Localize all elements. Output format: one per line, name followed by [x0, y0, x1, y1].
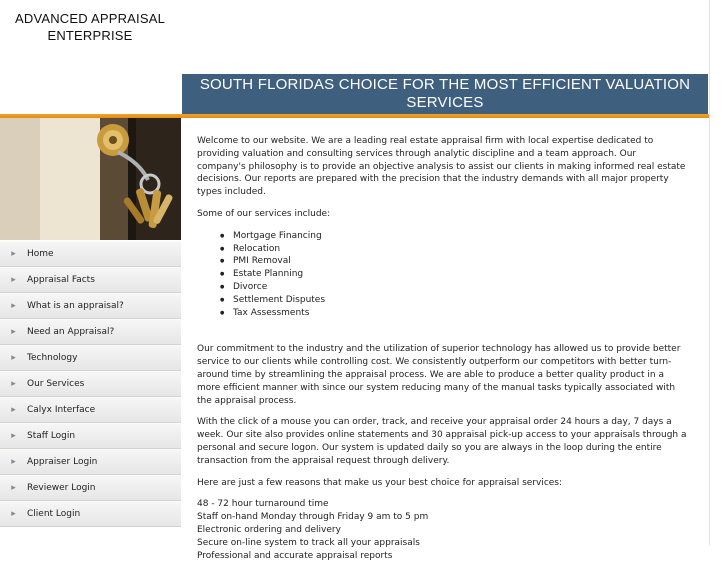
reason-item: 48 - 72 hour turnaround time: [197, 499, 329, 510]
nav-item-staff-login[interactable]: [0, 423, 181, 449]
nav-label-technology: Technology: [27, 353, 78, 363]
logo-line-2: ENTERPRISE: [47, 28, 133, 43]
service-item: ● PMI Removal: [233, 255, 687, 268]
nav-item-technology[interactable]: [0, 345, 181, 371]
keys-in-door-photo: [0, 118, 181, 240]
nav-label-home: Home: [27, 249, 54, 259]
nav-label-reviewer-login: Reviewer Login: [27, 483, 96, 493]
main-content: [197, 135, 687, 562]
online-access-paragraph: With the click of a mouse you can order, track, and receive your appraisal order 24 hours a day, 7 days a week. Our site also provides online statements and 30 appraisal pick-up access to your appraisals through a personal and secure logon. Our system is updated daily so you are always in the loop during the entire transaction from the appraisal request through delivery.: [197, 417, 687, 466]
nav-item-calyx-interface[interactable]: [0, 397, 181, 423]
arrow-icon: ▸: [11, 509, 16, 519]
arrow-icon: ▸: [11, 457, 16, 467]
reasons-heading: Here are just a few reasons that make us your best choice for appraisal services:: [197, 477, 563, 488]
service-item: ● Relocation: [233, 243, 687, 256]
header-title-line-2: SERVICES: [406, 94, 484, 111]
nav-item-client-login[interactable]: [0, 501, 181, 527]
arrow-icon: ▸: [11, 483, 16, 493]
services-list: [197, 230, 687, 320]
arrow-icon: ▸: [11, 379, 16, 389]
arrow-icon: ▸: [11, 405, 16, 415]
service-item: ● Divorce: [233, 281, 687, 294]
nav-label-staff-login: Staff Login: [27, 431, 76, 441]
intro-paragraph: Welcome to our website. We are a leading real estate appraisal firm with local expertise dedicated to providing valuation and consulting services through analytic discipline and a team approach. Our company's philosophy is to provide an objective analysis to assist our clients in making informed real estate decisions. Our reports are prepared with the precision that the industry demands with all major property types included.: [197, 136, 686, 198]
sidebar-nav: [0, 241, 181, 527]
arrow-icon: ▸: [11, 249, 16, 259]
arrow-icon: ▸: [11, 275, 16, 285]
reason-item: Staff on-hand Monday through Friday 9 am to 5 pm: [197, 512, 429, 523]
reason-item: Electronic ordering and delivery: [197, 524, 341, 535]
nav-item-home[interactable]: [0, 241, 181, 267]
keys-photo-illustration: [0, 118, 181, 240]
service-item: ● Tax Assessments: [233, 307, 687, 320]
arrow-icon: ▸: [11, 301, 16, 311]
commitment-paragraph: Our commitment to the industry and the utilization of superior technology has allowed us to provide better service to our clients while controlling cost. We consistently outperform our competitors with better turn-around time by streamlining the appraisal process. We are able to produce a better quality product in a more efficient manner with since our system reducing many of the manual tasks typically associated with the appraisal process.: [197, 344, 681, 406]
company-logo[interactable]: [0, 0, 180, 66]
arrow-icon: ▸: [11, 353, 16, 363]
logo-line-1: ADVANCED APPRAISAL: [14, 11, 166, 26]
nav-item-reviewer-login[interactable]: [0, 475, 181, 501]
arrow-icon: ▸: [11, 431, 16, 441]
header-title-line-1: SOUTH FLORIDAS CHOICE FOR THE MOST EFFICIENT VALUATION: [199, 76, 691, 93]
service-item: ● Settlement Disputes: [233, 294, 687, 307]
header-banner: [182, 74, 708, 114]
nav-item-need-an-appraisal[interactable]: [0, 319, 181, 345]
reasons-list: [197, 498, 687, 562]
reason-item: Professional and accurate appraisal reports: [197, 550, 393, 561]
service-item: ● Estate Planning: [233, 268, 687, 281]
nav-label-appraisal-facts: Appraisal Facts: [27, 275, 95, 285]
nav-label-appraiser-login: Appraiser Login: [27, 457, 98, 467]
services-heading: Some of our services include:: [197, 208, 331, 219]
reason-item: Secure on-line system to track all your appraisals: [197, 537, 420, 548]
arrow-icon: ▸: [11, 327, 16, 337]
nav-item-appraisal-facts[interactable]: [0, 267, 181, 293]
page-right-edge: [709, 0, 727, 545]
nav-label-calyx-interface: Calyx Interface: [27, 405, 96, 415]
nav-item-appraiser-login[interactable]: [0, 449, 181, 475]
service-item: ● Mortgage Financing: [233, 230, 687, 243]
nav-label-need-an-appraisal: Need an Appraisal?: [27, 327, 115, 337]
nav-label-what-is-an-appraisal: What is an appraisal?: [27, 301, 124, 311]
nav-label-our-services: Our Services: [27, 379, 85, 389]
nav-item-what-is-an-appraisal[interactable]: [0, 293, 181, 319]
nav-label-client-login: Client Login: [27, 509, 81, 519]
nav-item-our-services[interactable]: [0, 371, 181, 397]
